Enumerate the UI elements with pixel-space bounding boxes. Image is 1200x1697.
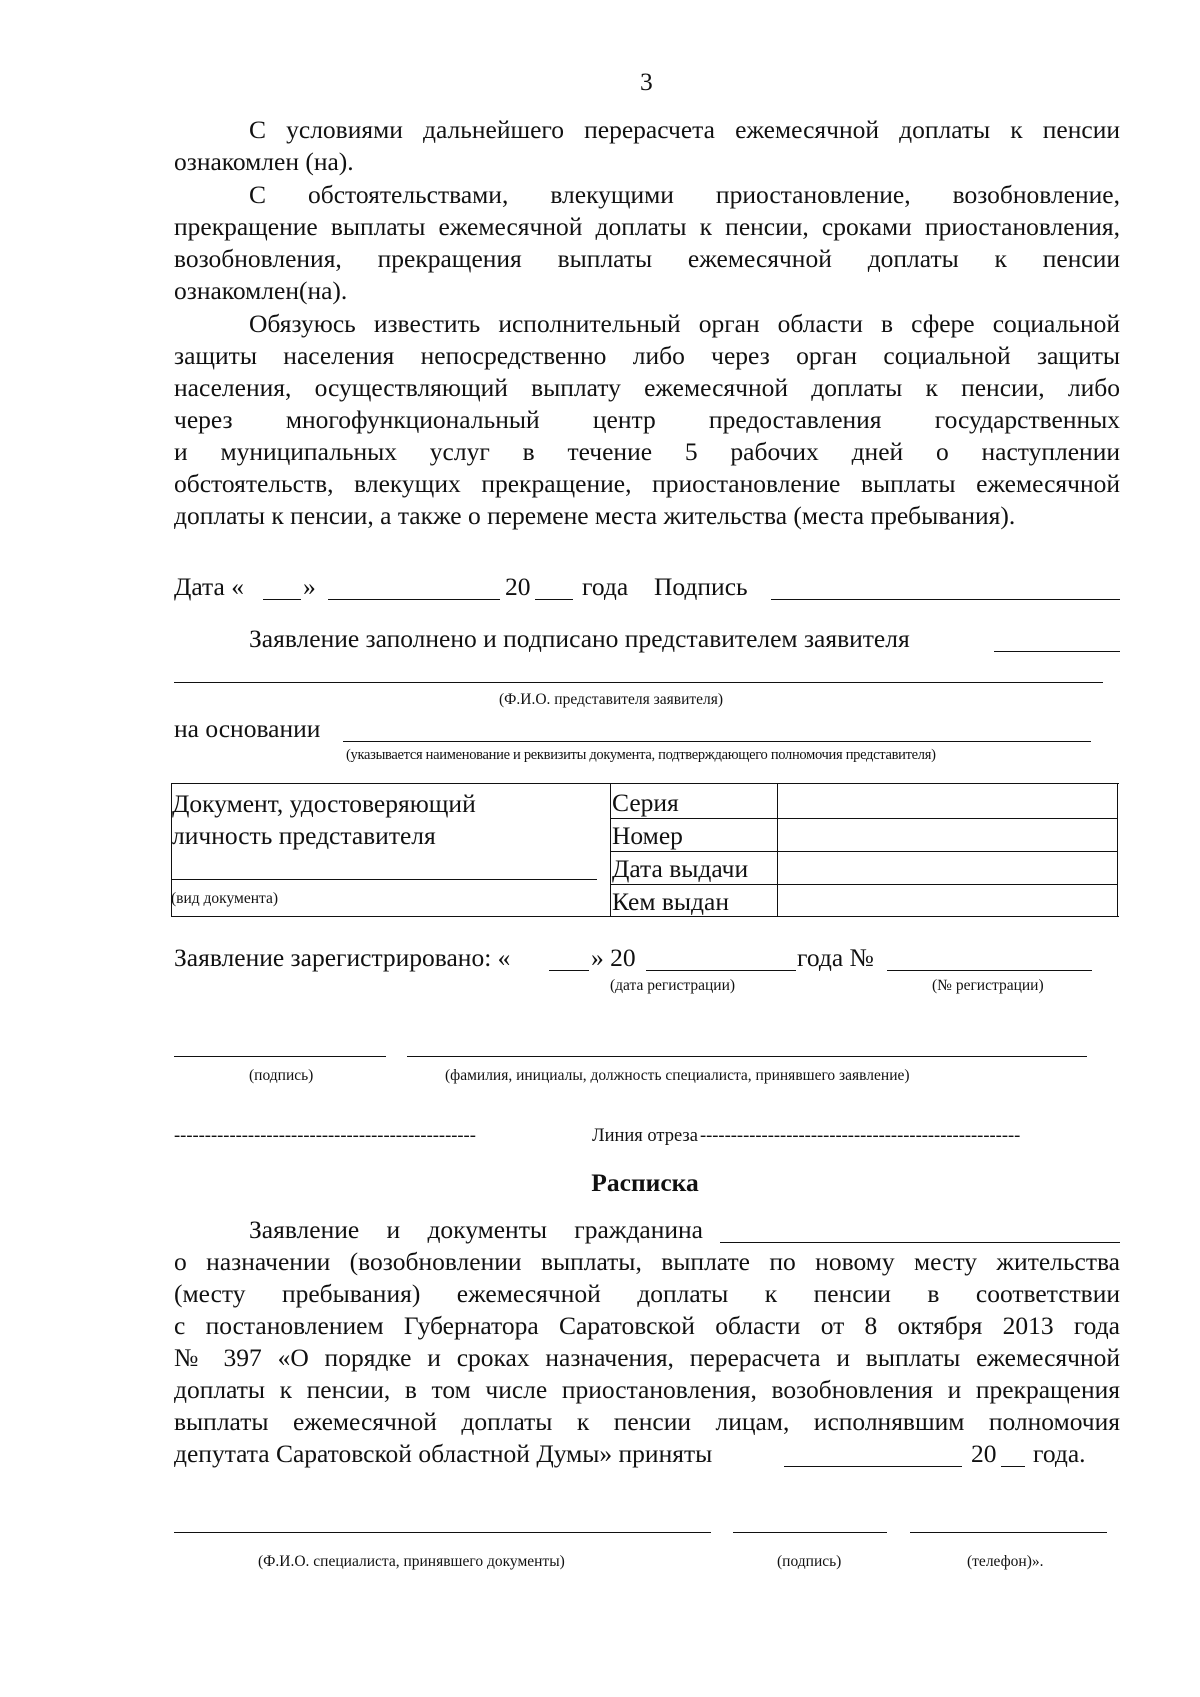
table-middle-border xyxy=(610,783,611,917)
registration-number-caption: (№ регистрации) xyxy=(932,977,1044,994)
representative-fio-caption: (Ф.И.О. представителя заявителя) xyxy=(499,691,724,708)
filled-by-representative: Заявление заполнено и подписано представителем заявителя xyxy=(249,624,910,653)
phone-caption: (телефон)». xyxy=(967,1553,1044,1570)
id-doc-label-line-2: личность представителя xyxy=(172,821,436,850)
receipt-line-5: № 397 «О порядке и сроках назначения, перерасчета и выплаты ежемесячной xyxy=(174,1343,1120,1372)
notice-recalc-line-2: ознакомлен (на). xyxy=(174,147,354,176)
receipt-line-4: с постановлением Губернатора Саратовской области от 8 октября 2013 года xyxy=(174,1311,1120,1340)
citizen-name-field[interactable] xyxy=(720,1242,1120,1243)
number-input[interactable] xyxy=(780,820,1114,850)
notice-recalc-line-1: С условиями дальнейшего перерасчета ежемесячной доплаты к пенсии xyxy=(249,115,1120,144)
year-label: года xyxy=(582,572,629,601)
signature-field[interactable] xyxy=(771,599,1120,600)
registration-year-number: года № xyxy=(797,943,874,972)
obligation-line-6: обстоятельств, влекущих прекращение, приостановление выплаты ежемесячной xyxy=(174,469,1120,498)
obligation-line-5: и муниципальных услуг в течение 5 рабочих дней о наступлении xyxy=(174,437,1120,466)
issue-date-input[interactable] xyxy=(780,853,1114,883)
registration-signature-field[interactable] xyxy=(174,1056,386,1057)
notice-circumstances-line-3: возобновления, прекращения выплаты ежемесячной доплаты к пенсии xyxy=(174,244,1120,273)
registration-date-caption: (дата регистрации) xyxy=(610,977,736,994)
specialist-fio-caption: (Ф.И.О. специалиста, принявшего документы) xyxy=(258,1553,565,1570)
notice-circumstances-line-2: прекращение выплаты ежемесячной доплаты к пенсии, сроками приостановления, xyxy=(174,212,1120,241)
receipt-signature-caption: (подпись) xyxy=(777,1553,842,1570)
accepted-year-prefix: 20 xyxy=(971,1439,997,1468)
issued-by-input[interactable] xyxy=(780,886,1114,916)
page-number: 3 xyxy=(640,67,653,96)
series-label: Серия xyxy=(612,788,679,817)
receipt-signature-field[interactable] xyxy=(733,1532,887,1533)
registration-signature-caption: (подпись) xyxy=(249,1067,314,1084)
month-field[interactable] xyxy=(328,599,500,600)
table-row-border-3 xyxy=(610,884,1118,885)
specialist-caption: (фамилия, инициалы, должность специалиста, принявшего заявление) xyxy=(445,1067,910,1084)
receipt-line-3: (месту пребывания) ежемесячной доплаты к пенсии в соответствии xyxy=(174,1279,1120,1308)
receipt-line-2: о назначении (возобновлении выплаты, выплате по новому месту жительства xyxy=(174,1247,1120,1276)
table-value-border xyxy=(777,783,778,917)
table-top-border xyxy=(171,783,1119,784)
table-row-border-1 xyxy=(610,818,1118,819)
date-label: Дата « xyxy=(174,572,244,601)
doc-type-caption: (вид документа) xyxy=(171,890,279,907)
table-right-border xyxy=(1117,783,1118,917)
obligation-line-7: доплаты к пенсии, а также о перемене места жительства (места пребывания). xyxy=(174,501,1016,530)
obligation-line-3: населения, осуществляющий выплату ежемесячной доплаты к пенсии, либо xyxy=(174,373,1120,402)
registration-label: Заявление зарегистрировано: « xyxy=(174,943,511,972)
phone-field[interactable] xyxy=(910,1532,1107,1533)
receipt-title: Расписка xyxy=(591,1168,699,1197)
id-doc-label-line-1: Документ, удостоверяющий xyxy=(172,789,476,818)
representative-fio-field[interactable] xyxy=(174,682,1103,683)
specialist-fio-field[interactable] xyxy=(174,1532,711,1533)
cut-dashes-left: ------------------------------------------------- xyxy=(174,1126,476,1146)
notice-circumstances-line-1: С обстоятельствами, влекущими приостановление, возобновление, xyxy=(249,180,1120,209)
obligation-line-2: защиты населения непосредственно либо через орган социальной защиты xyxy=(174,341,1120,370)
receipt-line-6: доплаты к пенсии, в том числе приостановления, возобновления и прекращения xyxy=(174,1375,1120,1404)
number-label: Номер xyxy=(612,821,683,850)
cut-line-label: Линия отреза xyxy=(592,1126,698,1146)
doc-type-field[interactable] xyxy=(172,879,597,880)
issue-date-label: Дата выдачи xyxy=(612,854,749,883)
registration-number-field[interactable] xyxy=(887,970,1092,971)
registration-quote-year: » 20 xyxy=(591,943,636,972)
accepted-year-field[interactable] xyxy=(1001,1466,1025,1467)
day-field[interactable] xyxy=(263,599,301,600)
receipt-line-1: Заявление и документы гражданина xyxy=(249,1215,703,1244)
notice-circumstances-line-4: ознакомлен(на). xyxy=(174,276,348,305)
specialist-field[interactable] xyxy=(407,1056,1087,1057)
basis-label: на основании xyxy=(174,714,321,743)
basis-caption: (указывается наименование и реквизиты документа, подтверждающего полномочия представителя) xyxy=(346,747,936,763)
receipt-line-8: депутата Саратовской областной Думы» приняты xyxy=(174,1439,713,1468)
year-field[interactable] xyxy=(535,599,573,600)
date-quote-close: » xyxy=(303,572,316,601)
table-row-border-2 xyxy=(610,851,1118,852)
issued-by-label: Кем выдан xyxy=(612,887,729,916)
representative-field-end[interactable] xyxy=(994,651,1120,652)
year-prefix: 20 xyxy=(505,572,531,601)
signature-label: Подпись xyxy=(654,572,748,601)
obligation-line-4: через многофункциональный центр предоставления государственных xyxy=(174,405,1120,434)
cut-line xyxy=(174,1124,1116,1148)
obligation-line-1: Обязуюсь известить исполнительный орган области в сфере социальной xyxy=(249,309,1120,338)
receipt-line-7: выплаты ежемесячной доплаты к пенсии лицам, исполнявшим полномочия xyxy=(174,1407,1120,1436)
basis-field[interactable] xyxy=(343,741,1091,742)
registration-day-field[interactable] xyxy=(549,970,589,971)
series-input[interactable] xyxy=(780,786,1114,816)
cut-dashes-right: ---------------------------------------------------- xyxy=(699,1126,1021,1146)
accepted-date-field[interactable] xyxy=(784,1466,962,1467)
registration-date-field[interactable] xyxy=(646,970,796,971)
accepted-year-suffix: года. xyxy=(1033,1439,1086,1468)
